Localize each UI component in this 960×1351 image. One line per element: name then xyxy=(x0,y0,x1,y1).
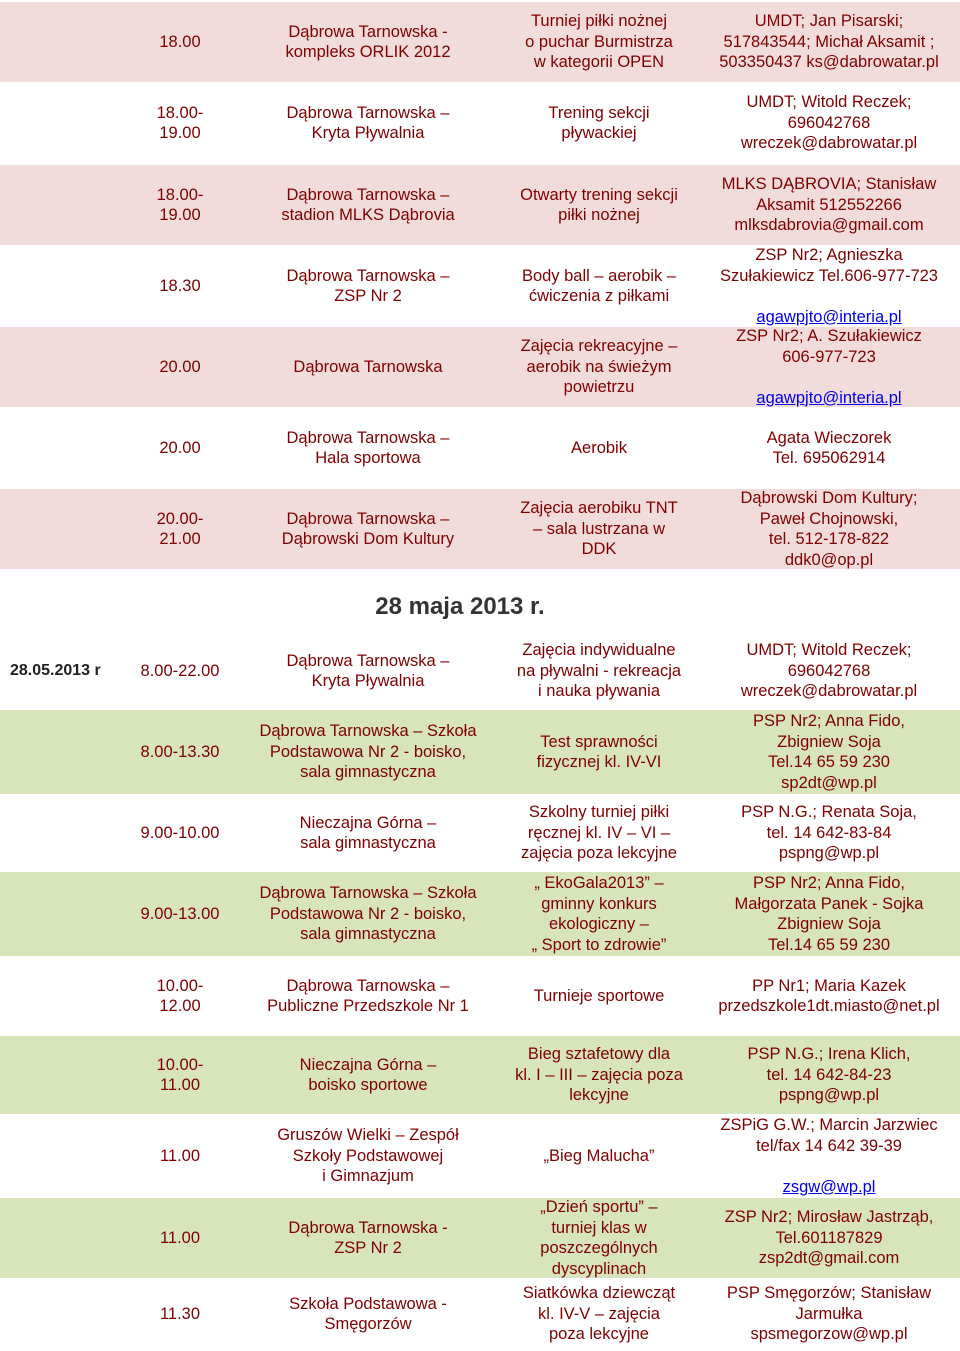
contact-cell: PP Nr1; Maria Kazek przedszkole1dt.miasto@net.pl xyxy=(718,976,940,1015)
contact-text: ZSP Nr2; A. Szułakiewicz 606-977-723 xyxy=(736,327,922,366)
time-cell: 11.00 xyxy=(159,1146,201,1165)
contact-cell: UMDT; Jan Pisarski; 517843544; Michał Aksamit ; 503350437 ks@dabrowatar.pl xyxy=(719,12,939,72)
table-row xyxy=(0,1198,960,1278)
contact-text: ZSP Nr2; Agnieszka Szułakiewicz Tel.606-977-723 xyxy=(720,246,938,285)
section-heading: 28 maja 2013 r. xyxy=(375,593,545,620)
time-cell: 18.30 xyxy=(159,276,201,295)
contact-cell: MLKS DĄBROVIA; Stanisław Aksamit 512552266 mlksdabrovia@gmail.com xyxy=(721,175,937,235)
table-row xyxy=(0,1278,960,1350)
table-row xyxy=(0,632,960,710)
time-cell: 20.00- 21.00 xyxy=(156,509,204,548)
table-row xyxy=(0,2,960,82)
table-row xyxy=(0,956,960,1036)
email-link[interactable]: agawpjto@interia.pl xyxy=(756,388,902,407)
time-cell: 18.00 xyxy=(159,32,201,51)
event-cell: Siatkówka dziewcząt kl. IV-V – zajęcia poza lekcyjne xyxy=(522,1284,676,1344)
contact-cell: PSP Nr2; Anna Fido, Małgorzata Panek - Sojka Zbigniew Soja Tel.14 65 59 230 xyxy=(734,874,924,954)
time-cell: 9.00-13.00 xyxy=(140,904,220,923)
event-cell: Szkolny turniej piłki ręcznej kl. IV – VI – zajęcia poza lekcyjne xyxy=(521,803,677,863)
contact-cell: PSP Smęgorzów; Stanisław Jarmułka spsmegorzow@wp.pl xyxy=(726,1284,932,1344)
time-cell: 8.00-13.30 xyxy=(140,742,220,761)
event-cell: Zajęcia indywidualne na pływalni - rekreacja i nauka pływania xyxy=(516,641,682,701)
place-cell: Dąbrowa Tarnowska – Szkoła Podstawowa Nr 2 - boisko, sala gimnastyczna xyxy=(259,722,477,782)
event-cell: Test sprawności fizycznej kl. IV-VI xyxy=(536,732,662,771)
contact-cell: Dąbrowski Dom Kultury; Paweł Chojnowski, tel. 512-178-822 ddk0@op.pl xyxy=(740,489,918,569)
table-row xyxy=(0,489,960,569)
time-cell: 18.00- 19.00 xyxy=(156,103,204,142)
place-cell: Dąbrowa Tarnowska – stadion MLKS Dąbrovia xyxy=(281,185,455,224)
event-cell: „Bieg Malucha” xyxy=(543,1146,655,1165)
contact-cell: PSP N.G.; Irena Klich, tel. 14 642-84-23 pspng@wp.pl xyxy=(747,1045,911,1105)
place-cell: Nieczajna Górna – sala gimnastyczna xyxy=(299,813,437,852)
table-row xyxy=(0,1114,960,1198)
place-cell: Dąbrowa Tarnowska – Publiczne Przedszkole Nr 1 xyxy=(267,976,469,1015)
contact-cell: UMDT; Witold Reczek; 696042768 wreczek@dabrowatar.pl xyxy=(740,93,918,153)
place-cell: Nieczajna Górna – boisko sportowe xyxy=(299,1055,437,1094)
table-row xyxy=(0,710,960,794)
time-cell: 10.00- 12.00 xyxy=(156,976,204,1015)
event-cell: „ EkoGala2013” – gminny konkurs ekologiczny – „ Sport to zdrowie” xyxy=(531,874,667,954)
time-cell: 11.30 xyxy=(159,1304,201,1323)
table-row xyxy=(0,82,960,164)
contact-cell: PSP Nr2; Anna Fido, Zbigniew Soja Tel.14 65 59 230 sp2dt@wp.pl xyxy=(753,712,905,792)
event-cell: Zajęcia aerobiku TNT – sala lustrzana w DDK xyxy=(520,499,678,559)
place-cell: Gruszów Wielki – Zespół Szkoły Podstawowej i Gimnazjum xyxy=(277,1126,459,1186)
time-cell: 9.00-10.00 xyxy=(140,823,220,842)
time-cell: 8.00-22.00 xyxy=(140,661,220,680)
place-cell: Dąbrowa Tarnowska – Kryta Pływalnia xyxy=(286,103,450,142)
contact-cell: UMDT; Witold Reczek; 696042768 wreczek@dabrowatar.pl xyxy=(740,641,918,701)
place-cell: Dąbrowa Tarnowska – Szkoła Podstawowa Nr 2 - boisko, sala gimnastyczna xyxy=(259,884,477,944)
table-row xyxy=(0,327,960,407)
contact-cell xyxy=(700,327,958,407)
place-cell: Dąbrowa Tarnowska – Hala sportowa xyxy=(286,428,450,467)
event-cell: Trening sekcji pływackiej xyxy=(548,103,650,142)
email-link[interactable]: agawpjto@interia.pl xyxy=(756,307,902,326)
place-cell: Dąbrowa Tarnowska – Dąbrowski Dom Kultury xyxy=(281,509,455,548)
place-cell: Dąbrowa Tarnowska – ZSP Nr 2 xyxy=(286,266,450,305)
contact-text: ZSPiG G.W.; Marcin Jarzwiec tel/fax 14 642 39-39 xyxy=(720,1116,938,1155)
place-cell: Dąbrowa Tarnowska - kompleks ORLIK 2012 xyxy=(285,22,451,61)
place-cell: Dąbrowa Tarnowska - ZSP Nr 2 xyxy=(288,1218,448,1257)
time-cell: 10.00- 11.00 xyxy=(156,1055,204,1094)
time-cell: 18.00- 19.00 xyxy=(156,185,204,224)
event-cell: Turnieje sportowe xyxy=(533,986,665,1005)
table-row xyxy=(0,794,960,872)
date-label: 28.05.2013 r xyxy=(10,661,101,679)
event-cell: Otwarty trening sekcji piłki nożnej xyxy=(520,185,678,224)
table-row xyxy=(0,872,960,956)
event-cell: Body ball – aerobik – ćwiczenia z piłkami xyxy=(521,266,677,305)
place-cell: Dąbrowa Tarnowska – Kryta Pływalnia xyxy=(286,651,450,690)
event-cell: „Dzień sportu” – turniej klas w poszczególnych dyscyplinach xyxy=(540,1198,658,1278)
event-cell: Bieg sztafetowy dla kl. I – III – zajęcia poza lekcyjne xyxy=(515,1045,683,1105)
email-link[interactable]: zsgw@wp.pl xyxy=(782,1177,876,1196)
place-cell: Dąbrowa Tarnowska xyxy=(293,357,443,376)
table-row xyxy=(0,408,960,488)
time-cell: 11.00 xyxy=(159,1228,201,1247)
time-cell: 20.00 xyxy=(159,357,201,376)
contact-cell: PSP N.G.; Renata Soja, tel. 14 642-83-84 pspng@wp.pl xyxy=(741,803,917,863)
place-cell: Szkoła Podstawowa - Smęgorzów xyxy=(289,1294,447,1333)
event-cell: Zajęcia rekreacyjne – aerobik na świeżym powietrzu xyxy=(520,337,678,397)
contact-cell: ZSP Nr2; Mirosław Jastrząb, Tel.601187829 zsp2dt@gmail.com xyxy=(724,1208,934,1268)
time-cell: 20.00 xyxy=(159,438,201,457)
contact-cell: Agata Wieczorek Tel. 695062914 xyxy=(766,428,892,467)
event-cell: Aerobik xyxy=(571,438,627,457)
contact-cell xyxy=(700,1114,958,1198)
event-cell: Turniej piłki nożnej o puchar Burmistrza w kategorii OPEN xyxy=(525,12,673,72)
